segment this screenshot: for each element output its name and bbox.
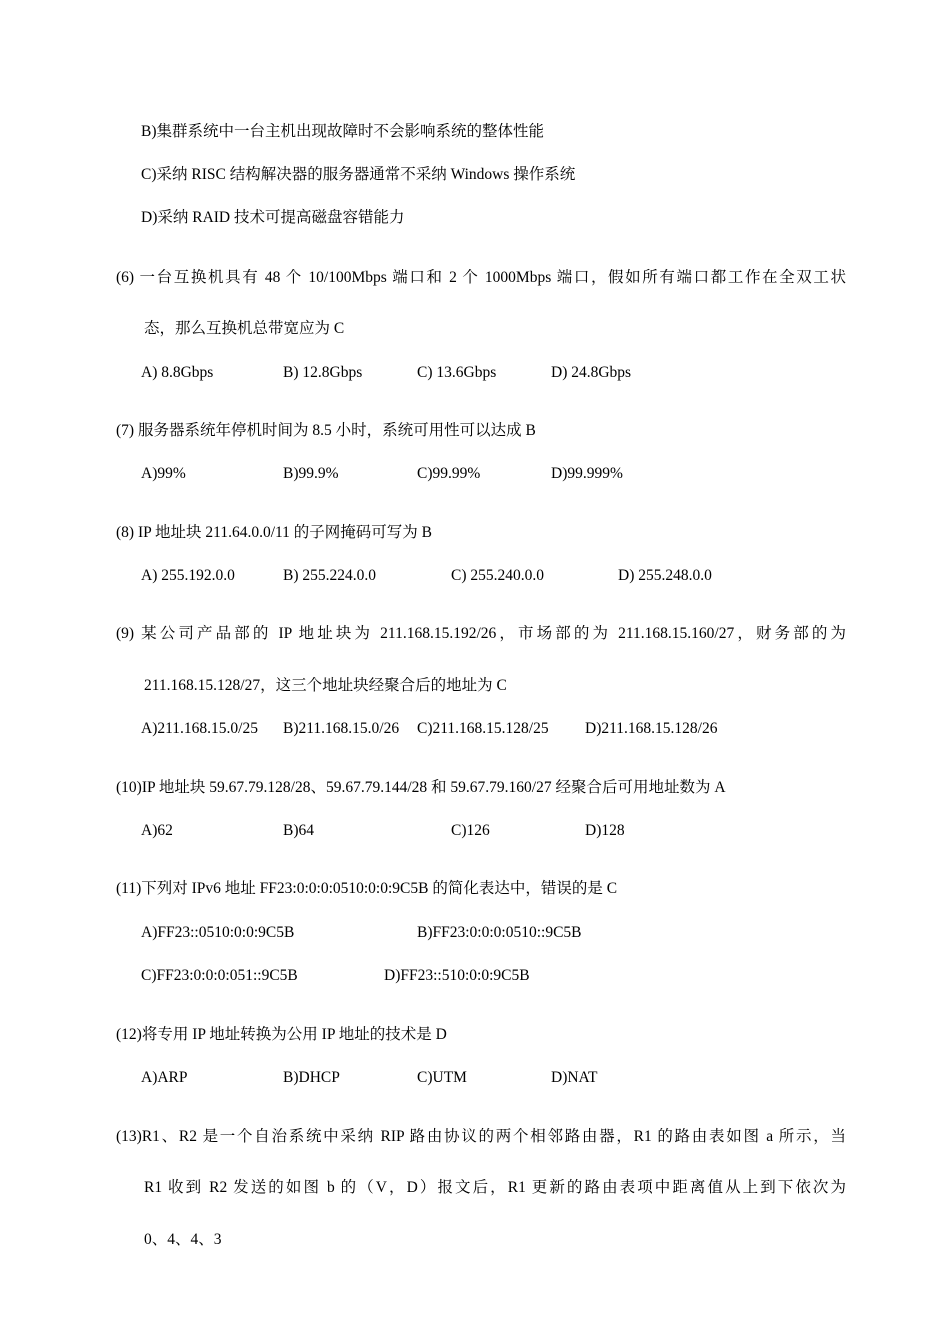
q6-text-line2: 态，那么互换机总带宽应为 C (144, 320, 345, 337)
q7-text: (7) 服务器系统年停机时间为 8.5 小时，系统可用性可以达成 B (116, 422, 536, 439)
q9-option-d: D)211.168.15.128/26 (585, 720, 718, 737)
q6-option-b: B) 12.8Gbps (283, 364, 363, 381)
q9-text-line1: (9) 某公司产品部的 IP 地址块为 211.168.15.192/26，市场部的为 211.168.15.160/27，财务部的为 (116, 625, 846, 642)
q11-option-c: C)FF23:0:0:0:051::9C5B (141, 967, 298, 984)
q6-option-c: C) 13.6Gbps (417, 364, 497, 381)
q7-option-a: A)99% (141, 465, 186, 482)
q12-option-a: A)ARP (141, 1069, 188, 1086)
q12-option-c: C)UTM (417, 1069, 467, 1086)
q10-option-c: C)126 (451, 822, 490, 839)
q11-option-a: A)FF23::0510:0:0:9C5B (141, 924, 295, 941)
q9-option-b: B)211.168.15.0/26 (283, 720, 400, 737)
q8-option-b: B) 255.224.0.0 (283, 567, 376, 584)
q7-option-b: B)99.9% (283, 465, 339, 482)
q9-text-line2: 211.168.15.128/27，这三个地址块经聚合后的地址为 C (144, 677, 507, 694)
q5-option-d: D)采纳 RAID 技术可提高磁盘容错能力 (141, 209, 405, 226)
q12-text: (12)将专用 IP 地址转换为公用 IP 地址的技术是 D (116, 1026, 447, 1043)
q13-text-line2: R1 收到 R2 发送的如图 b 的（V，D）报文后，R1 更新的路由表项中距离值从上到下依次为 (144, 1179, 846, 1196)
q5-option-c: C)采纳 RISC 结构解决器的服务器通常不采纳 Windows 操作系统 (141, 166, 576, 183)
q6-option-d: D) 24.8Gbps (551, 364, 632, 381)
q8-text: (8) IP 地址块 211.64.0.0/11 的子网掩码可写为 B (116, 524, 433, 541)
q13-text-line1: (13)R1、R2 是一个自治系统中采纳 RIP 路由协议的两个相邻路由器，R1 的路由表如图 a 所示，当 (116, 1128, 846, 1145)
q11-text: (11)下列对 IPv6 地址 FF23:0:0:0:0510:0:0:9C5B 的简化表达中，错误的是 C (116, 880, 618, 897)
q10-option-a: A)62 (141, 822, 173, 839)
q10-option-b: B)64 (283, 822, 314, 839)
q6-text-line1: (6) 一台互换机具有 48 个 10/100Mbps 端口和 2 个 1000Mbps 端口，假如所有端口都工作在全双工状 (116, 269, 846, 286)
q12-option-b: B)DHCP (283, 1069, 340, 1086)
q10-option-d: D)128 (585, 822, 625, 839)
q11-option-b: B)FF23:0:0:0:0510::9C5B (417, 924, 582, 941)
q12-option-d: D)NAT (551, 1069, 598, 1086)
q8-option-a: A) 255.192.0.0 (141, 567, 235, 584)
q9-option-a: A)211.168.15.0/25 (141, 720, 258, 737)
q8-option-c: C) 255.240.0.0 (451, 567, 544, 584)
q7-option-d: D)99.999% (551, 465, 623, 482)
q10-text: (10)IP 地址块 59.67.79.128/28、59.67.79.144/28 和 59.67.79.160/27 经聚合后可用地址数为 A (116, 779, 726, 796)
q13-text-line3: 0、4、4、3 (144, 1231, 222, 1248)
q9-option-c: C)211.168.15.128/25 (417, 720, 549, 737)
q11-option-d: D)FF23::510:0:0:9C5B (384, 967, 530, 984)
q8-option-d: D) 255.248.0.0 (618, 567, 712, 584)
q7-option-c: C)99.99% (417, 465, 481, 482)
q6-option-a: A) 8.8Gbps (141, 364, 214, 381)
q5-option-b: B)集群系统中一台主机出现故障时不会影响系统的整体性能 (141, 123, 545, 140)
